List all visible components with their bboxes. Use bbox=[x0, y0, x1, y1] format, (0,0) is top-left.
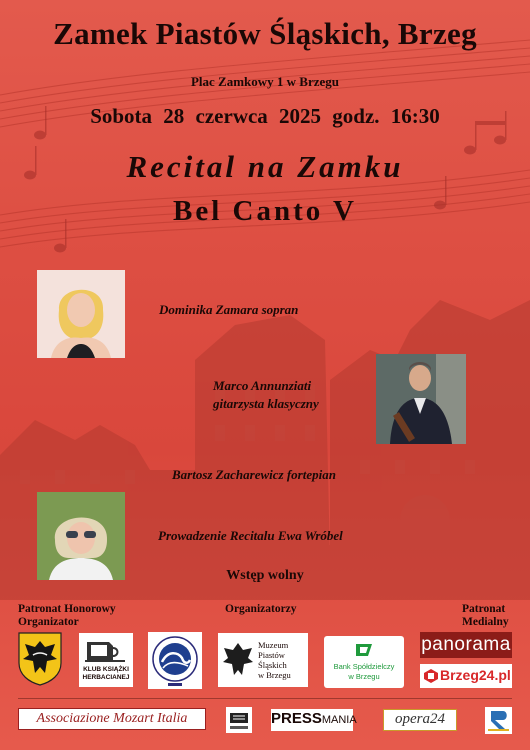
performer-annunziati-name: Marco Annunziati bbox=[213, 378, 312, 393]
brzeg24-logo bbox=[420, 664, 512, 688]
bank-logo-line1: Bank Spółdzielczy bbox=[333, 662, 395, 671]
small-theatre-logo bbox=[226, 707, 252, 733]
pressmania-logo bbox=[271, 709, 357, 731]
klub-logo-line1: KLUB KSIĄŻKI bbox=[83, 666, 129, 673]
performer-photo-annunziati bbox=[376, 354, 466, 444]
label-media: Medialny bbox=[462, 616, 509, 628]
performer-photo-zamara bbox=[37, 270, 125, 358]
bank-logo-line2: w Brzegu bbox=[348, 672, 380, 681]
muzeum-logo-line1: Muzeum bbox=[258, 640, 289, 650]
muzeum-logo-line2: Piastów bbox=[258, 650, 285, 660]
event-date: Sobota 28 czerwca 2025 godz. 16:30 bbox=[90, 104, 440, 128]
venue-title: Zamek Piastów Śląskich, Brzeg bbox=[53, 16, 477, 51]
muzeum-logo-line4: w Brzegu bbox=[258, 670, 291, 680]
label-organizers: Organizatorzy bbox=[225, 603, 297, 615]
klub-logo-line2: HERBACIANEJ bbox=[82, 674, 130, 681]
sponsors-divider bbox=[18, 698, 512, 699]
associazione-mozart-italia-logo bbox=[18, 708, 206, 730]
performer-zacharewicz: Bartosz Zacharewicz fortepian bbox=[172, 467, 336, 482]
muzeum-logo-line3: Śląskich bbox=[258, 660, 287, 670]
pressmania-logo-text bbox=[271, 710, 357, 727]
label-media-patronage: Patronat bbox=[462, 603, 506, 615]
humanities-society-logo bbox=[148, 632, 202, 689]
mozart-logo-text: Associazione Mozart Italia bbox=[36, 711, 188, 726]
event-title: Recital na Zamku bbox=[126, 149, 404, 184]
pressmania-logo-bold: PRESS bbox=[271, 710, 322, 727]
klub-ksiazki-herbacianej-logo bbox=[79, 633, 133, 687]
muzeum-logo-text bbox=[258, 640, 291, 680]
panorama-logo-text: panorama bbox=[421, 634, 511, 655]
label-organizer: Organizator bbox=[18, 616, 79, 628]
performer-photo-wrobel bbox=[37, 492, 125, 580]
opera24-logo-text: opera24 bbox=[395, 711, 445, 727]
label-honorary-patronage: Patronat Honorowy bbox=[18, 603, 116, 615]
bank-spoldzielczy-logo bbox=[324, 636, 404, 688]
venue-address: Plac Zamkowy 1 w Brzegu bbox=[190, 74, 340, 89]
performer-wrobel: Prowadzenie Recitalu Ewa Wróbel bbox=[158, 528, 343, 543]
opera24-logo bbox=[383, 709, 457, 731]
panorama-logo bbox=[420, 632, 512, 658]
performer-zamara: Dominika Zamara sopran bbox=[159, 302, 299, 317]
free-entry: Wstęp wolny bbox=[226, 568, 304, 583]
event-subtitle: Bel Canto V bbox=[173, 195, 357, 227]
pressmania-logo-light: MANIA bbox=[321, 714, 357, 726]
performer-annunziati-role: gitarzysta klasyczny bbox=[213, 396, 319, 411]
brzeg24-logo-text: Brzeg24.pl bbox=[440, 667, 511, 683]
lower-silesia-eagle-logo bbox=[17, 631, 63, 686]
muzeum-piastow-logo bbox=[218, 633, 308, 687]
radio-logo bbox=[485, 707, 512, 734]
